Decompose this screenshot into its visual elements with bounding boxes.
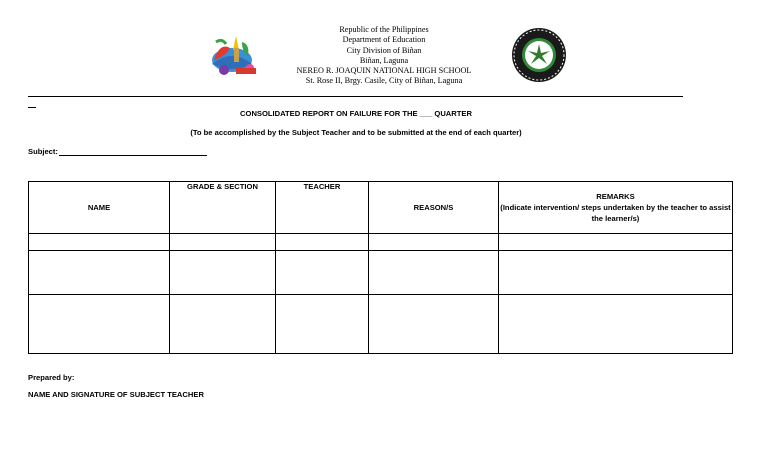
- cell-name[interactable]: [29, 251, 170, 295]
- table-row: [29, 251, 733, 295]
- cell-grade-section[interactable]: [170, 234, 276, 251]
- cell-grade-section[interactable]: [170, 251, 276, 295]
- table-row: [29, 234, 733, 251]
- header-divider: [28, 96, 683, 97]
- header-teacher: TEACHER: [276, 182, 369, 234]
- school-header: [0, 25, 768, 87]
- prepared-by-label: Prepared by:: [28, 373, 75, 382]
- cell-reasons[interactable]: [369, 234, 499, 251]
- header-line-city: Biñan, Laguna: [359, 55, 409, 65]
- failure-report-table: [28, 181, 733, 354]
- cell-teacher[interactable]: [276, 234, 369, 251]
- cell-teacher[interactable]: [276, 251, 369, 295]
- cell-teacher[interactable]: [276, 295, 369, 354]
- subject-blank-line[interactable]: [59, 155, 207, 156]
- header-line-republic: Republic of the Philippines: [339, 25, 429, 34]
- header-reasons: REASON/S: [369, 182, 499, 234]
- signature-label: NAME AND SIGNATURE OF SUBJECT TEACHER: [28, 390, 204, 399]
- table-header-row: [29, 182, 733, 234]
- cell-remarks[interactable]: [499, 234, 733, 251]
- header-line-school-name: NEREO R. JOAQUIN NATIONAL HIGH SCHOOL: [296, 66, 472, 76]
- cell-remarks[interactable]: [499, 251, 733, 295]
- subject-field[interactable]: [28, 147, 207, 156]
- header-remarks-title: REMARKS: [596, 192, 635, 201]
- cell-grade-section[interactable]: [170, 295, 276, 354]
- header-grade-section: GRADE & SECTION: [170, 182, 276, 234]
- cell-reasons[interactable]: [369, 251, 499, 295]
- header-divider-tail: [28, 107, 36, 108]
- header-remarks-note: (Indicate intervention/ steps undertaken by the teacher to assist the learner/s): [500, 203, 731, 223]
- header-remarks: [499, 182, 733, 234]
- cell-remarks[interactable]: [499, 295, 733, 354]
- header-line-address: St. Rose II, Brgy. Casile, City of Biñan, Laguna: [305, 76, 463, 86]
- report-subtitle: (To be accomplished by the Subject Teacher and to be submitted at the end of each quarter): [190, 128, 522, 137]
- table-row: [29, 295, 733, 354]
- cell-reasons[interactable]: [369, 295, 499, 354]
- cell-name[interactable]: [29, 234, 170, 251]
- header-name: NAME: [29, 182, 170, 234]
- header-line-department: Department of Education: [342, 35, 426, 45]
- cell-name[interactable]: [29, 295, 170, 354]
- report-title: CONSOLIDATED REPORT ON FAILURE FOR THE ___ QUARTER: [240, 109, 472, 118]
- subject-label: Subject:: [28, 147, 58, 156]
- header-line-division: City Division of Biñan: [346, 45, 422, 55]
